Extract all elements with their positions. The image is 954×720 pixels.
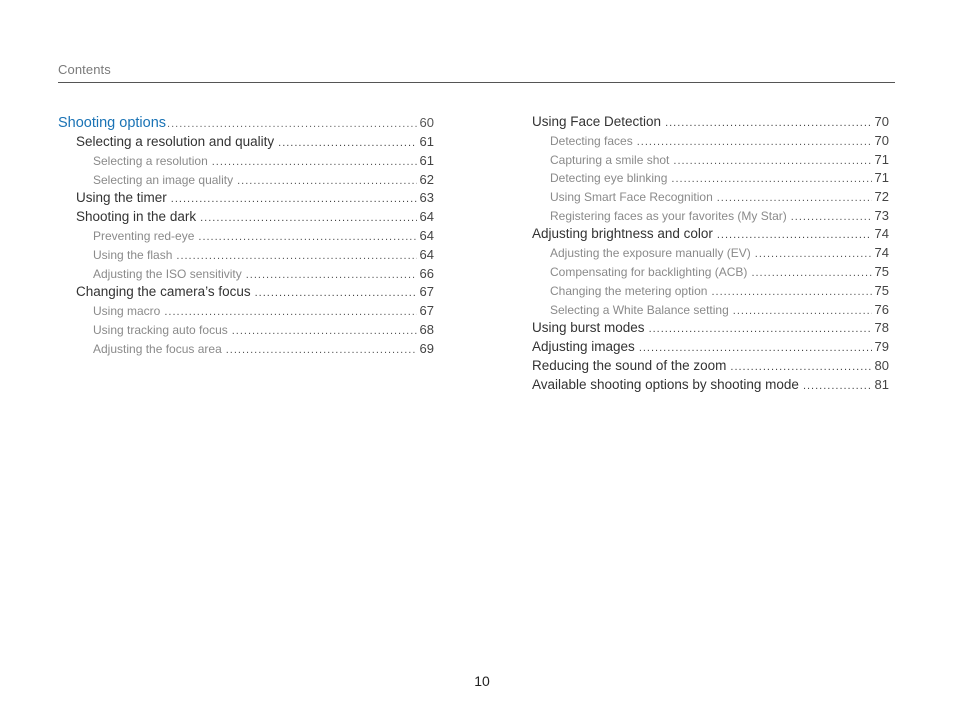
toc-entry-page: 74	[874, 226, 889, 242]
dot-leader	[226, 344, 417, 356]
toc-entry[interactable]	[58, 190, 434, 209]
toc-entry-page: 81	[874, 377, 889, 393]
dot-leader	[733, 305, 872, 317]
toc-entry-page: 68	[419, 322, 434, 338]
toc-entry[interactable]	[532, 152, 889, 171]
toc-entry-title: Using Face Detection	[532, 114, 662, 129]
toc-entry[interactable]	[58, 247, 434, 266]
running-header: Contents	[58, 62, 111, 77]
toc-entry-title: Using macro	[93, 304, 161, 319]
dot-leader	[176, 250, 416, 262]
toc-entry-title: Using the timer	[76, 190, 167, 206]
toc-entry-page: 60	[419, 115, 434, 130]
toc-entry-page: 64	[419, 247, 434, 263]
toc-entry[interactable]	[58, 303, 434, 322]
toc-entry[interactable]	[58, 115, 434, 134]
toc-entry-page: 76	[874, 301, 889, 317]
dot-leader	[212, 156, 417, 168]
dot-leader	[232, 325, 417, 337]
toc-entry-page: 61	[419, 134, 434, 149]
dot-leader	[673, 155, 871, 167]
toc-entry-page: 67	[419, 284, 434, 300]
toc-entry-title: Selecting a White Balance setting	[550, 302, 729, 317]
toc-entry-title: Changing the camera’s focus	[76, 284, 251, 300]
dot-leader	[255, 287, 417, 299]
toc-entry-page: 80	[874, 358, 889, 374]
toc-entry-title: Using tracking auto focus	[93, 323, 228, 338]
toc-entry-page: 73	[874, 207, 889, 223]
toc-entry[interactable]	[532, 302, 889, 321]
toc-entry[interactable]	[532, 283, 889, 302]
dot-leader	[200, 212, 416, 224]
dot-leader	[717, 192, 872, 204]
toc-entry[interactable]	[58, 266, 434, 285]
dot-leader	[198, 231, 416, 243]
dot-leader	[164, 306, 416, 318]
toc-entry[interactable]	[532, 226, 889, 245]
toc-entry-page: 74	[874, 245, 889, 261]
dot-leader	[711, 286, 871, 298]
toc-entry[interactable]	[58, 209, 434, 228]
dot-leader	[246, 269, 417, 281]
dot-leader	[751, 267, 871, 279]
dot-leader	[755, 248, 872, 260]
toc-entry-title: Reducing the sound of the zoom	[532, 358, 727, 374]
toc-entry-page: 78	[874, 320, 889, 336]
toc-right-column	[532, 114, 889, 396]
toc-entry-title: Adjusting images	[532, 339, 635, 355]
toc-entry-title: Preventing red-eye	[93, 229, 195, 244]
dot-leader	[237, 175, 416, 187]
toc-entry[interactable]	[532, 320, 889, 339]
toc-entry-title: Using Smart Face Recognition	[550, 190, 713, 205]
toc-entry-page: 63	[419, 190, 434, 206]
toc-entry-page: 67	[419, 303, 434, 319]
toc-entry-title: Shooting options	[58, 115, 167, 131]
toc-entry-page: 71	[874, 170, 889, 186]
toc-entry[interactable]	[58, 172, 434, 191]
toc-entry[interactable]	[532, 133, 889, 152]
toc-entry-page: 64	[419, 228, 434, 244]
page-number: 10	[474, 673, 490, 689]
toc-entry-title: Detecting eye blinking	[550, 171, 668, 186]
toc-entry-page: 61	[419, 153, 434, 168]
toc-entry-title: Capturing a smile shot	[550, 152, 670, 167]
dot-leader	[167, 118, 417, 130]
toc-entry-page: 79	[874, 339, 889, 355]
toc-entry-title: Adjusting the exposure manually (EV)	[550, 246, 751, 261]
toc-entry[interactable]	[532, 339, 889, 358]
toc-entry-page: 75	[874, 282, 889, 298]
toc-entry[interactable]	[58, 322, 434, 341]
toc-entry[interactable]	[532, 358, 889, 377]
toc-entry[interactable]	[532, 170, 889, 189]
toc-entry-page: 75	[874, 264, 889, 280]
toc-entry-title: Adjusting brightness and color	[532, 226, 713, 242]
toc-entry-page: 69	[419, 340, 434, 356]
toc-entry-page: 62	[419, 171, 434, 187]
toc-entry-title: Using burst modes	[532, 320, 645, 336]
toc-entry-title: Selecting a resolution	[93, 154, 208, 168]
header-divider	[58, 82, 895, 83]
toc-entry-title: Adjusting the focus area	[93, 341, 222, 356]
toc-entry[interactable]	[532, 208, 889, 227]
dot-leader	[637, 136, 872, 148]
toc-entry-title: Compensating for backlighting (ACB)	[550, 265, 748, 280]
dot-leader	[278, 137, 416, 149]
toc-entry-page: 72	[874, 189, 889, 205]
dot-leader	[171, 193, 417, 205]
toc-entry-page: 64	[419, 209, 434, 225]
toc-entry-title: Adjusting the ISO sensitivity	[93, 266, 242, 281]
toc-entry-page: 71	[874, 151, 889, 167]
dot-leader	[717, 229, 872, 241]
toc-entry[interactable]	[58, 153, 434, 172]
dot-leader	[665, 117, 871, 129]
dot-leader	[671, 173, 871, 185]
toc-entry-title: Selecting an image quality	[93, 172, 234, 187]
toc-entry-title: Using the flash	[93, 248, 173, 263]
toc-entry[interactable]	[532, 114, 889, 133]
toc-entry[interactable]	[58, 341, 434, 360]
dot-leader	[803, 380, 872, 392]
toc-entry[interactable]	[58, 134, 434, 153]
toc-entry-title: Changing the metering option	[550, 283, 708, 298]
toc-entry-page: 66	[419, 265, 434, 281]
toc-entry-page: 70	[874, 133, 889, 148]
toc-entry[interactable]	[58, 228, 434, 247]
toc-entry[interactable]	[532, 377, 889, 396]
toc-entry[interactable]	[58, 284, 434, 303]
toc-entry-title: Selecting a resolution and quality	[76, 134, 275, 149]
toc-entry-title: Shooting in the dark	[76, 209, 197, 225]
dot-leader	[791, 211, 872, 223]
toc-entry-page: 70	[874, 114, 889, 129]
toc-left-column	[58, 115, 434, 360]
toc-entry[interactable]	[532, 264, 889, 283]
toc-entry-title: Registering faces as your favorites (My Star)	[550, 208, 787, 223]
dot-leader	[639, 342, 872, 354]
dot-leader	[730, 361, 871, 373]
toc-entry[interactable]	[532, 189, 889, 208]
toc-entry[interactable]	[532, 245, 889, 264]
toc-entry-title: Available shooting options by shooting mode	[532, 377, 799, 393]
dot-leader	[649, 323, 872, 335]
toc-entry-title: Detecting faces	[550, 134, 633, 148]
